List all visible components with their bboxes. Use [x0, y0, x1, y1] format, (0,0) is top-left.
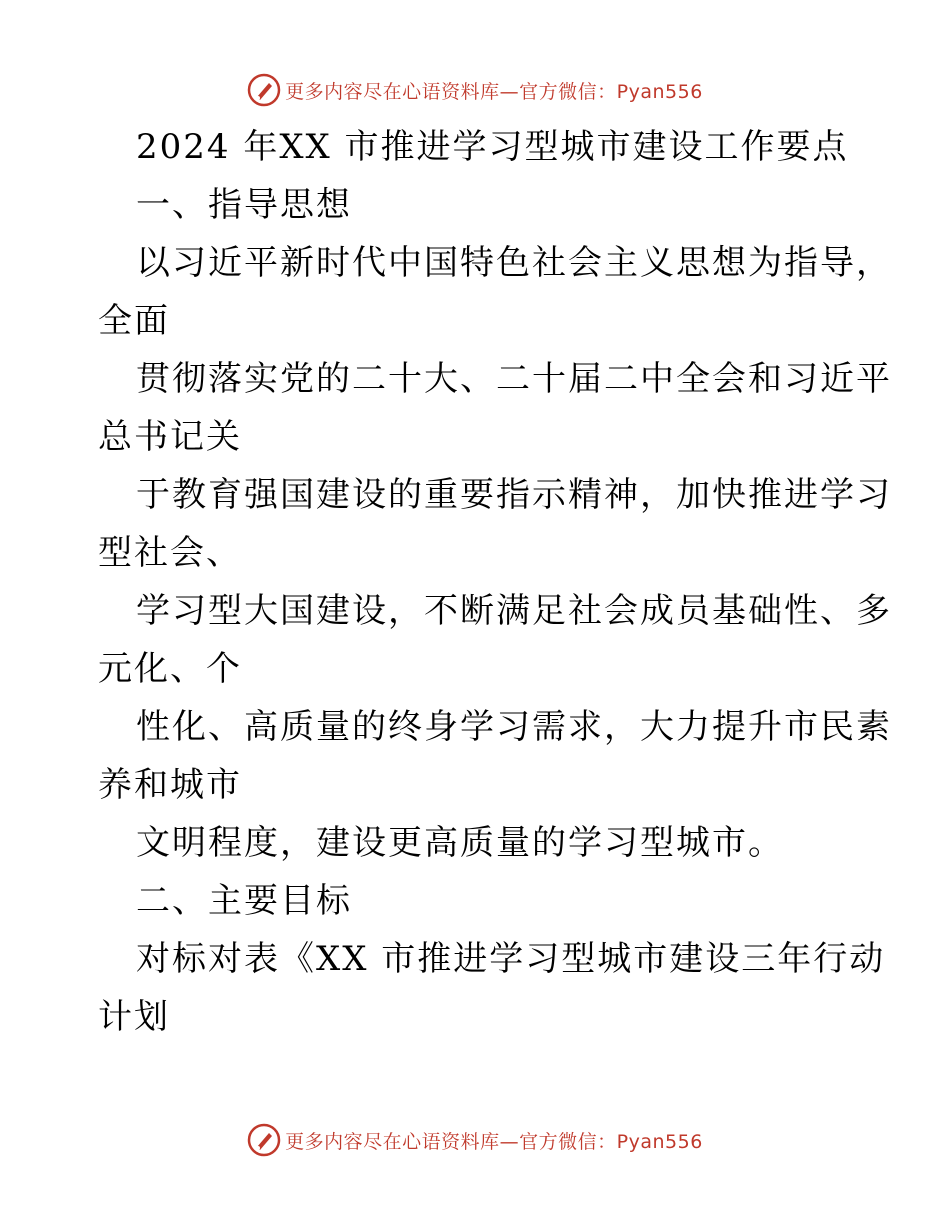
paragraph-line: 全面: [98, 301, 170, 341]
paragraph-line: 以习近平新时代中国特色社会主义思想为指导，: [136, 243, 892, 283]
watermark-text: 更多内容尽在心语资料库—官方微信：Pyan556: [285, 1130, 703, 1153]
pen-nib-logo-icon: [247, 73, 281, 107]
paragraph-line: 总书记关: [98, 417, 242, 457]
paragraph-line: 于教育强国建设的重要指示精神，加快推进学习: [136, 475, 892, 515]
header-watermark: [0, 70, 950, 110]
paragraph-line: 性化、高质量的终身学习需求，大力提升市民素: [136, 707, 892, 747]
document-body: [98, 118, 892, 1046]
watermark-text: 更多内容尽在心语资料库—官方微信：Pyan556: [285, 80, 703, 103]
paragraph-line: 贯彻落实党的二十大、二十届二中全会和习近平: [136, 359, 892, 399]
section-heading: 二、主要目标: [136, 881, 352, 921]
paragraph-line: 型社会、: [98, 533, 242, 573]
paragraph-line: 养和城市: [98, 765, 242, 805]
paragraph-line: 学习型大国建设，不断满足社会成员基础性、多: [136, 591, 892, 631]
paragraph-line: 对标对表《XX 市推进学习型城市建设三年行动: [136, 939, 886, 979]
pen-nib-logo-icon: [247, 1123, 281, 1157]
paragraph-line: 文明程度，建设更高质量的学习型城市。: [136, 823, 784, 863]
paragraph-line: 计划: [98, 997, 170, 1037]
section-heading: 一、指导思想: [136, 185, 352, 225]
paragraph-line: 元化、个: [98, 649, 242, 689]
document-title: 2024 年XX 市推进学习型城市建设工作要点: [136, 127, 849, 167]
footer-watermark: [0, 1120, 950, 1160]
